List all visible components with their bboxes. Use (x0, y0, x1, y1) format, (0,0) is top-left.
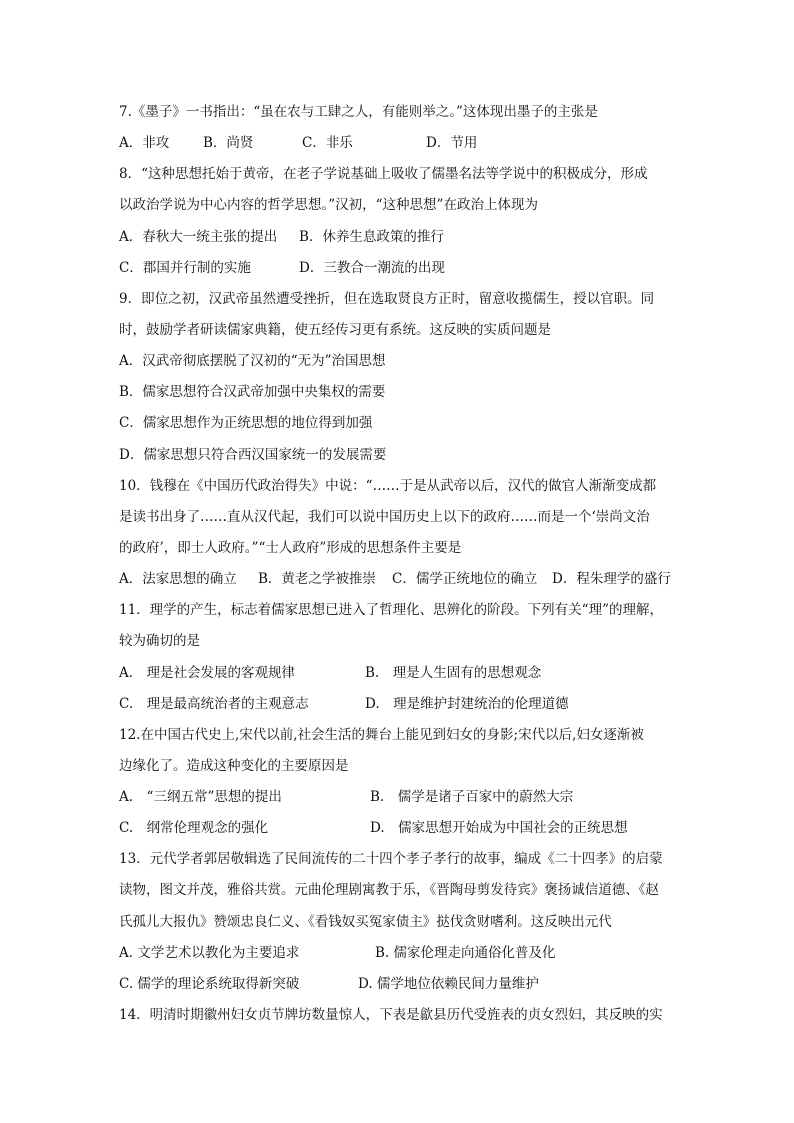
q10-option-a: A．法家思想的确立 (119, 571, 237, 587)
q13-stem-line-2: 读物，图文并茂，雅俗共赏。元曲伦理剧寓教于乐，《晋陶母剪发待宾》褒扬诚信道德、《赵 (119, 882, 659, 898)
q13-option-c: C. 儒学的理论系统取得新突破 (119, 976, 300, 992)
q9-option-d: D．儒家思想只符合西汉国家统一的发展需要 (119, 447, 387, 463)
q9-option-b: B．儒家思想符合汉武帝加强中央集权的需要 (119, 384, 386, 400)
q12-option-b: B. 儒学是诸子百家中的蔚然大宗 (370, 789, 574, 805)
q13-options-row-2 (119, 974, 679, 994)
q8-stem-line-1: 8．“这种思想托始于黄帝，在老子学说基础上吸收了儒墨名法等学说中的积极成分，形成 (119, 166, 648, 182)
q8-option-c: C．郡国并行制的实施 (119, 260, 251, 276)
q13-options-row-1 (119, 943, 679, 963)
q11-options-row-2 (119, 694, 679, 714)
q8-option-b: B．休养生息政策的推行 (299, 229, 444, 245)
q13-option-a: A. 文学艺术以教化为主要追求 (119, 945, 300, 961)
q12-option-a: A. “三纲五常”思想的提出 (119, 789, 282, 805)
q12-options-row-1 (119, 787, 679, 807)
q7-option-d: D．节用 (426, 135, 478, 151)
q7-stem: 7.《墨子》一书指出：“虽在农与工肆之人，有能则举之。”这体现出墨子的主张是 (119, 104, 598, 120)
q7-options (119, 133, 679, 153)
q8-option-a: A．春秋大一统主张的提出 (119, 229, 278, 245)
q8-options-row-2 (119, 258, 679, 278)
q11-option-c: C. 理是最高统治者的主观意志 (119, 696, 309, 712)
q10-stem-line-3: 的政府’，即士人政府。”“士人政府”形成的思想条件主要是 (119, 540, 462, 556)
q13-option-b: B. 儒家伦理走向通俗化普及化 (375, 945, 556, 961)
q7-option-a: A．非攻 (119, 135, 170, 151)
q9-option-a: A．汉武帝彻底摆脱了汉初的“无为”治国思想 (119, 353, 386, 369)
q8-options-row-1 (119, 227, 679, 247)
q13-stem-line-3: 氏孤儿大报仇》赞颂忠良仁义、《看钱奴买冤家债主》挞伐贪财嗜利。这反映出元代 (119, 914, 612, 930)
q12-stem-line-1: 12.在中国古代史上,宋代以前,社会生活的舞台上能见到妇女的身影;宋代以后,妇女逐渐被 (119, 727, 644, 743)
q10-stem-line-1: 10．钱穆在《中国历代政治得失》中说：“……于是从武帝以后，汉代的做官人渐渐变成都 (119, 478, 657, 494)
q12-option-c: C. 纲常伦理观念的强化 (119, 820, 269, 836)
q9-stem-line-1: 9．即位之初，汉武帝虽然遭受挫折，但在选取贤良方正时，留意收揽儒生，授以官职。同 (119, 291, 655, 307)
q7-option-c: C．非乐 (302, 135, 353, 151)
q13-stem-line-1: 13．元代学者郭居敬辑选了民间流传的二十四个孝子孝行的故事，编成《二十四孝》的启蒙 (119, 851, 663, 867)
q9-stem-line-2: 时，鼓励学者研读儒家典籍，使五经传习更有系统。这反映的实质问题是 (119, 322, 551, 338)
q10-option-c: C．儒学正统地位的确立 (392, 571, 538, 587)
q10-option-d: D．程朱理学的盛行 (552, 571, 671, 587)
q14-stem-line-1: 14．明清时期徽州妇女贞节牌坊数量惊人，下表是歙县历代受旌表的贞女烈妇，其反映的实 (119, 1007, 663, 1023)
q10-stem-line-2: 是读书出身了……直从汉代起，我们可以说中国历史上以下的政府……而是一个‘崇尚文治 (119, 509, 650, 525)
q9-option-c: C．儒家思想作为正统思想的地位得到加强 (119, 415, 373, 431)
q8-option-d: D．三教合一潮流的出现 (299, 260, 445, 276)
q12-options-row-2 (119, 818, 679, 838)
q7-option-b: B．尚贤 (203, 135, 254, 151)
q12-stem-line-2: 边缘化了。造成这种变化的主要原因是 (119, 758, 349, 774)
q8-stem-line-2: 以政治学说为中心内容的哲学思想。”汉初，“这种思想”在政治上体现为 (119, 197, 538, 213)
q11-stem-line-2: 较为确切的是 (119, 633, 200, 649)
q11-option-b: B. 理是人生固有的思想观念 (365, 665, 542, 681)
q11-option-a: A. 理是社会发展的客观规律 (119, 665, 296, 681)
q11-stem-line-1: 11．理学的产生，标志着儒家思想已进入了哲理化、思辨化的阶段。下列有关“理”的理解， (119, 602, 663, 618)
q11-option-d: D. 理是维护封建统治的伦理道德 (365, 696, 569, 712)
q11-options-row-1 (119, 663, 679, 683)
q10-options (119, 569, 679, 589)
q13-option-d: D. 儒学地位依赖民间力量维护 (358, 976, 539, 992)
q12-option-d: D. 儒家思想开始成为中国社会的正统思想 (370, 820, 628, 836)
q10-option-b: B．黄老之学被推崇 (258, 571, 376, 587)
